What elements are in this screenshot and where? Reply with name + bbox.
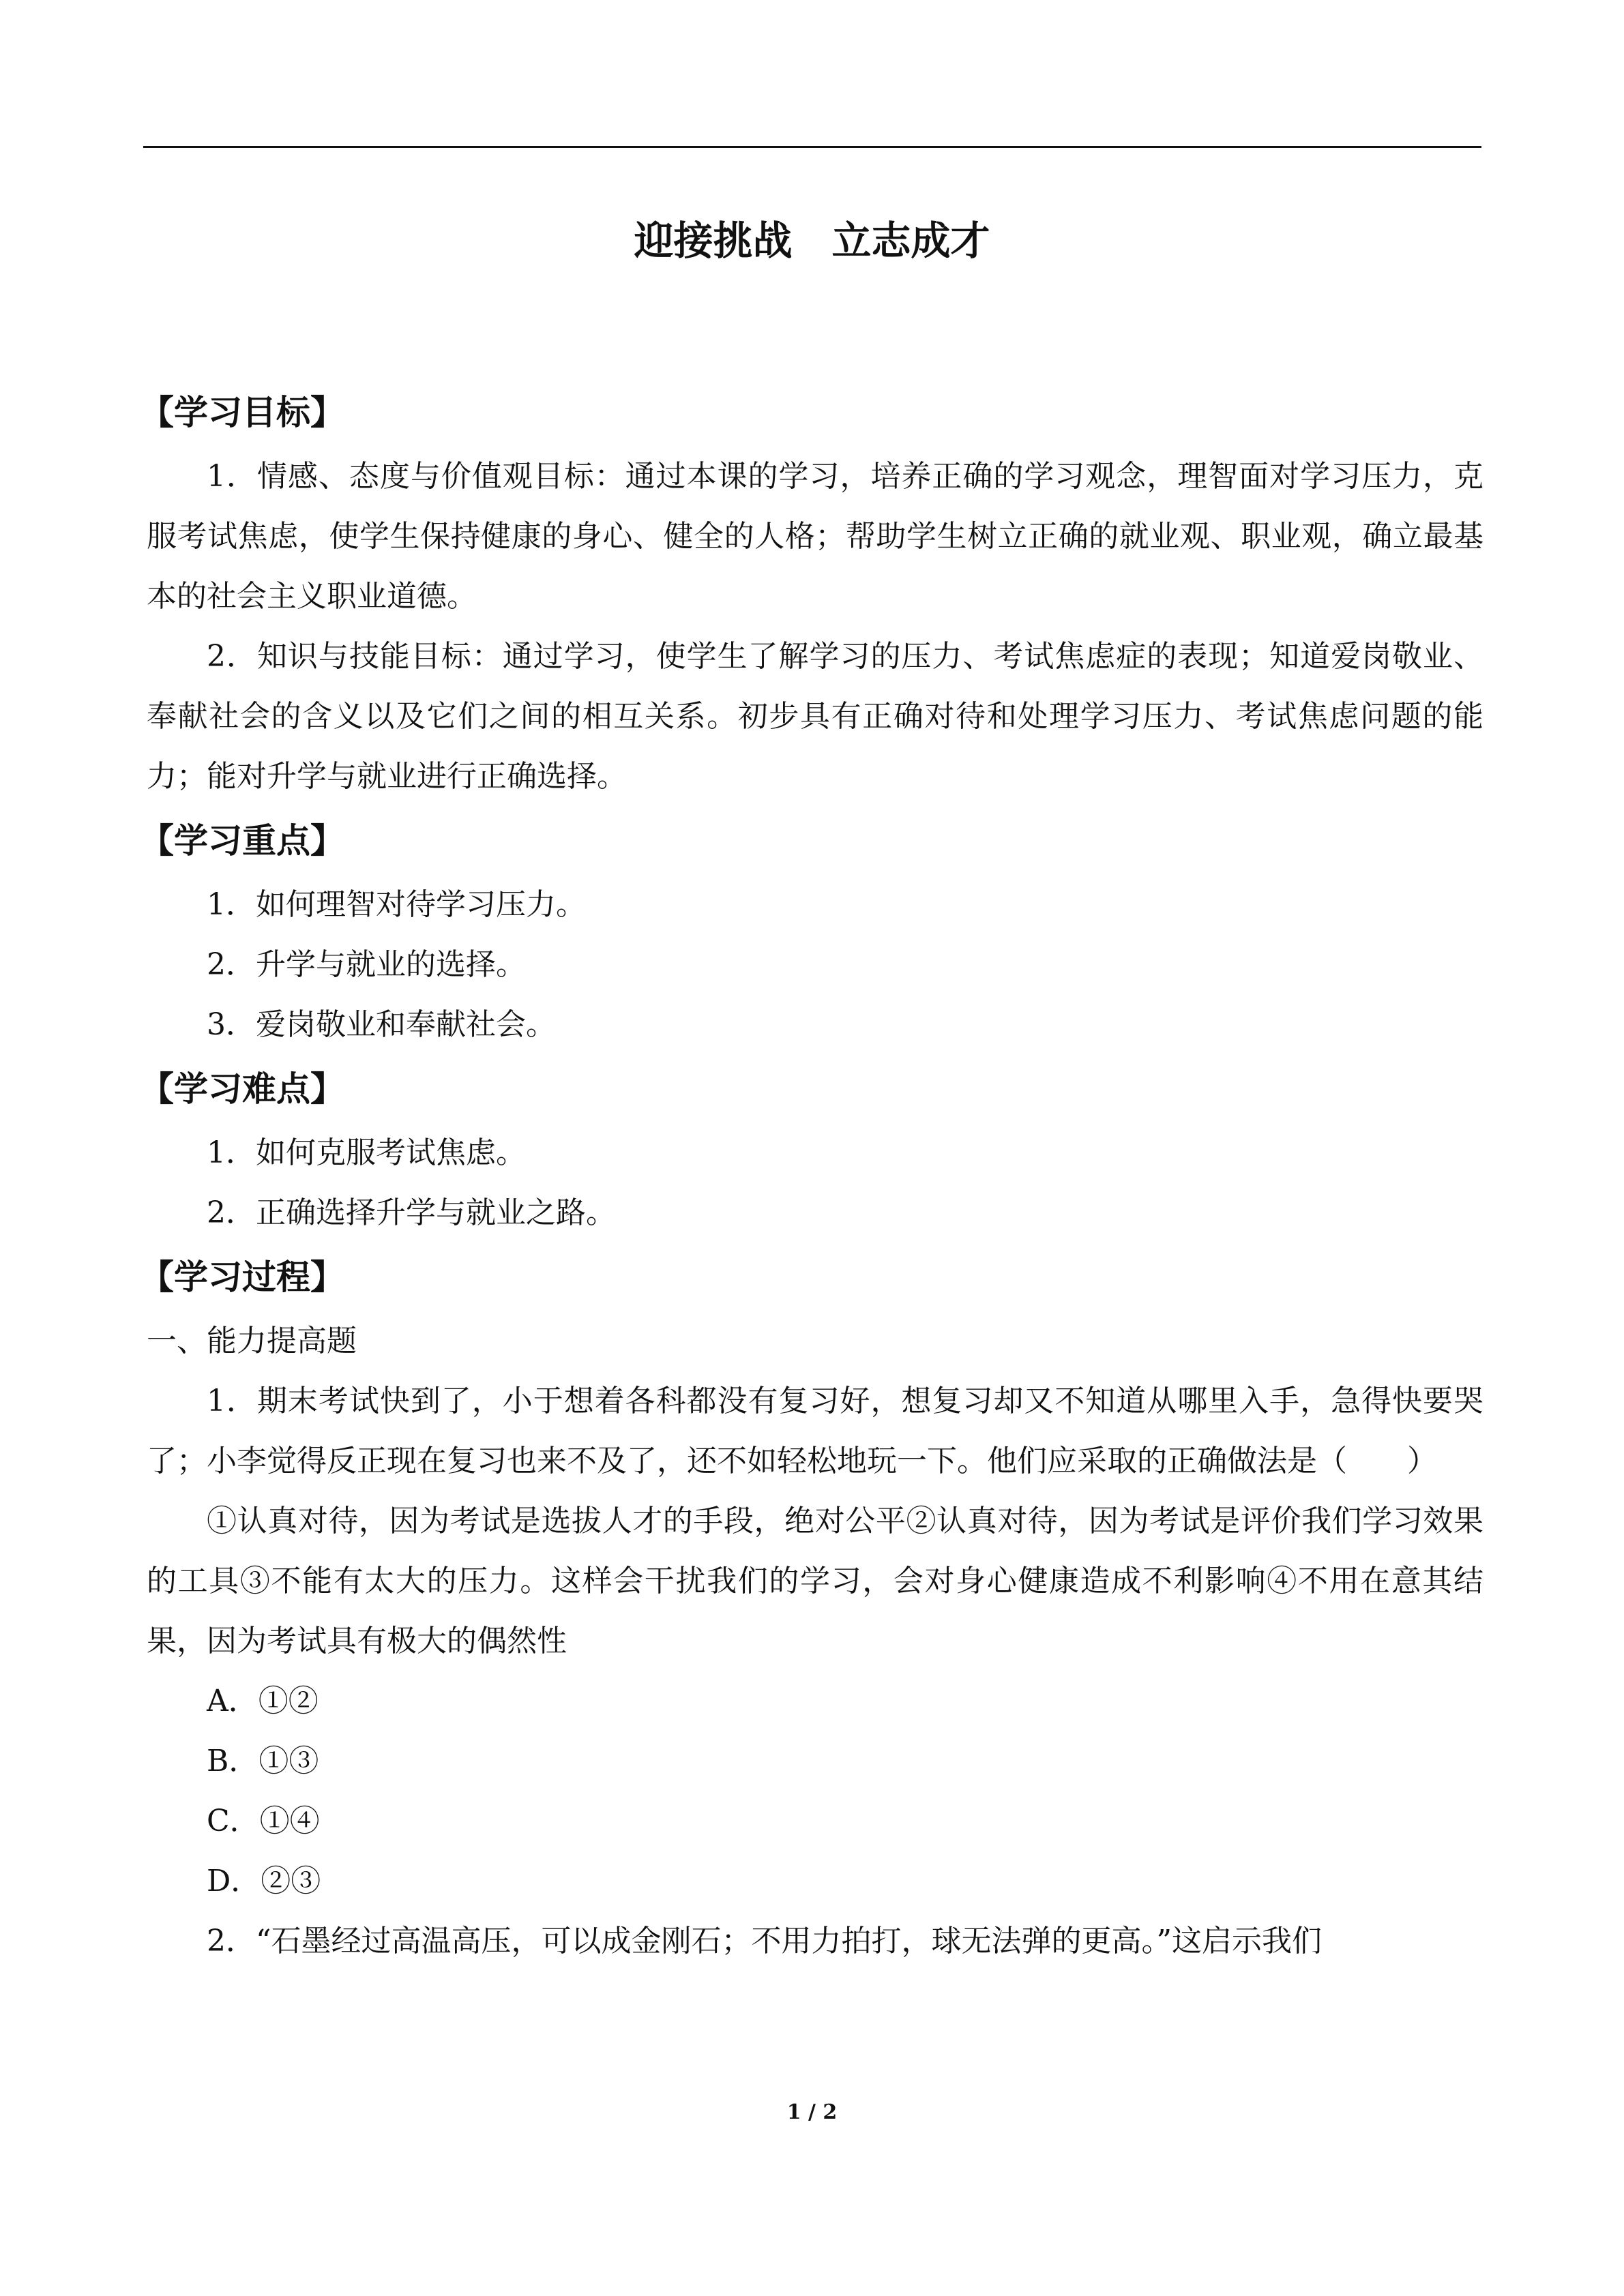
question-1-stem: 1．期末考试快到了，小于想着各科都没有复习好，想复习却又不知道从哪里入手，急得快要哭了；小李觉得反正现在复习也来不及了，还不如轻松地玩一下。他们应采取的正确做法是（ ）	[147, 1384, 1483, 1478]
section-heading-process: 【学习过程】	[140, 1257, 344, 1297]
goal-paragraph-2: 2．知识与技能目标：通过学习，使学生了解学习的压力、考试焦虑症的表现；知道爱岗敬业、奉献社会的含义以及它们之间的相互关系。初步具有正确对待和处理学习压力、考试焦虑问题的能力；能对升学与就业进行正确选择。	[147, 639, 1483, 794]
page-number: 1 / 2	[786, 2100, 838, 2124]
list-item: 3．爱岗敬业和奉献社会。	[207, 1007, 556, 1042]
document-body	[140, 378, 1483, 1971]
answer-option-d: D．②③	[207, 1864, 321, 1898]
answer-option-c: C．①④	[207, 1804, 320, 1838]
exercise-subheading: 一、能力提高题	[147, 1324, 357, 1358]
section-heading-key-points: 【学习重点】	[140, 821, 344, 861]
answer-option-a: A．①②	[207, 1684, 319, 1718]
list-item: 2．升学与就业的选择。	[207, 947, 526, 982]
goal-paragraph-1: 1．情感、态度与价值观目标：通过本课的学习，培养正确的学习观念，理智面对学习压力，克服考试焦虑，使学生保持健康的身心、健全的人格；帮助学生树立正确的就业观、职业观，确立最基本的社会主义职业道德。	[147, 459, 1483, 614]
section-heading-goals: 【学习目标】	[140, 393, 344, 432]
list-item: 1．如何理智对待学习压力。	[207, 887, 586, 922]
question-1-statements: ①认真对待，因为考试是选拔人才的手段，绝对公平②认真对待，因为考试是评价我们学习效果的工具③不能有太大的压力。这样会干扰我们的学习，会对身心健康造成不利影响④不用在意其结果，因为考试具有极大的偶然性	[147, 1504, 1483, 1658]
list-item: 1．如何克服考试焦虑。	[207, 1135, 526, 1170]
section-heading-difficulties: 【学习难点】	[140, 1069, 344, 1109]
list-item: 2．正确选择升学与就业之路。	[207, 1195, 616, 1230]
question-2-stem: 2．“石墨经过高温高压，可以成金刚石；不用力拍打，球无法弹的更高。”这启示我们	[207, 1924, 1322, 1958]
page-title: 迎接挑战 立志成才	[634, 218, 990, 264]
answer-option-b: B．①③	[207, 1744, 319, 1778]
header-rule	[143, 146, 1481, 148]
